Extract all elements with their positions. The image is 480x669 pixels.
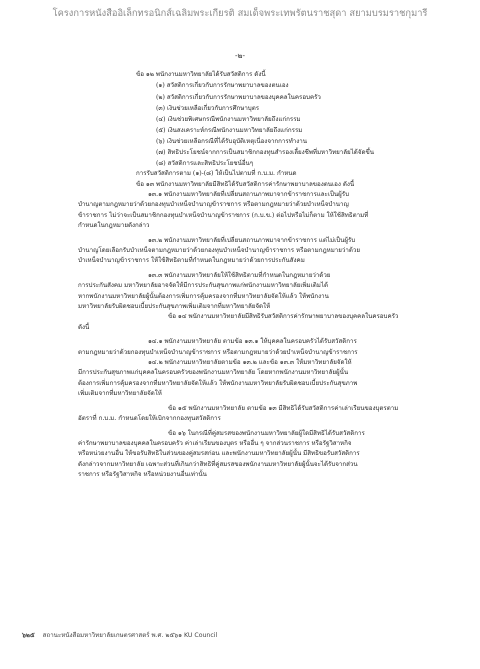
footer-page-number: ๖๒๕ [22, 632, 35, 639]
list-item: (๘) สวัสดิการและสิทธิประโยชน์อื่นๆ [156, 160, 254, 168]
section-12-heading: ข้อ ๑๒ พนักงานมหาวิทยาลัยได้รับสวัสดิการ ดังนี้ [136, 71, 266, 78]
list-item: (๑) สวัสดิการเกี่ยวกับการรักษาพยาบาลของตนเอง [156, 82, 289, 90]
section-16-line: ข้อ ๑๖ ในกรณีที่คู่สมรสของพนักงานมหาวิทยาลัยผู้ใดมีสิทธิได้รับสวัสดิการ [168, 429, 365, 437]
section-12-list [78, 80, 446, 169]
section-15-line: ข้อ ๑๕ พนักงานมหาวิทยาลัย ตามข้อ ๑๓ มีสิทธิได้รับสวัสดิการค่าเล่าเรียนของบุตรตาม [168, 404, 399, 412]
section-16-line: ราชการ หรือรัฐวิสาหกิจ หรือหน่วยงานอื่นเท่านั้น [78, 471, 207, 479]
list-item: (๖) เงินช่วยเหลือกรณีที่ได้รับอุบัติเหตุเนื่องจากการทำงาน [156, 137, 307, 145]
list-item: (๒) สวัสดิการเกี่ยวกับการรักษาพยาบาลของบุคคลในครอบครัว [156, 93, 321, 101]
section-14-line: ข้อ ๑๔ พนักงานมหาวิทยาลัยมีสิทธิรับสวัสดิการค่ารักษาพยาบาลของบุคคลในครอบครัว [168, 313, 399, 321]
document-header: โครงการหนังสืออิเล็กทรอนิกส์เฉลิมพระเกียรติ สมเด็จพระเทพรัตนราชสุดา สยามบรมราชกุมารี [52, 8, 428, 19]
para-13-3-line: หากพนักงานมหาวิทยาลัยผู้นั้นต้องการเพิ่มการคุ้มครองจากที่มหาวิทยาลัยจัดให้แล้ว ให้พนักงาน [78, 292, 329, 300]
para-14-2-line: มีการประกันสุขภาพแก่บุคคลในครอบครัวของพนักงานมหาวิทยาลัย โดยหากพนักงานมหาวิทยาลัยผู้นั้น [78, 369, 349, 377]
section-13-heading: ข้อ ๑๓ พนักงานมหาวิทยาลัยมีสิทธิได้รับสวัสดิการค่ารักษาพยาบาลของตนเอง ดังนี้ [136, 180, 355, 188]
section-16-line: ค่ารักษาพยาบาลของบุคคลในครอบครัว ค่าเล่าเรียนของบุตร หรืออื่น ๆ จากส่วนราชการ หรือรัฐวิสาหกิจ [78, 439, 352, 447]
section-16-line: ดังกล่าวจากมหาวิทยาลัย เฉพาะส่วนที่เกินกว่าสิทธิที่คู่สมรสของพนักงานมหาวิทยาลัยผู้นั้นจะได้รับจากส่วน [78, 460, 358, 468]
list-item: (๗) สิทธิประโยชน์จากการเป็นสมาชิกกองทุนสำรองเลี้ยงชีพที่มหาวิทยาลัยได้จัดขึ้น [156, 148, 374, 156]
para-14-2-line: เพิ่มเติมจากที่มหาวิทยาลัยจัดให้ [78, 390, 162, 398]
para-13-3-line: ๑๓.๓ พนักงานมหาวิทยาลัยให้ใช้สิทธิตามที่กำหนดในกฎหมายว่าด้วย [148, 271, 331, 279]
list-item: (๔) เงินช่วยพิเศษกรณีพนักงานมหาวิทยาลัยถึงแก่กรรม [156, 115, 301, 123]
list-item: (๕) เงินสงเคราะห์กรณีพนักงานมหาวิทยาลัยถึงแก่กรรม [156, 126, 303, 134]
para-13-1-line: บำนาญตามกฎหมายว่าด้วยกองทุนบำเหน็จบำนาญข้าราชการ หรือตามกฎหมายว่าด้วยบำเหน็จบำนาญ [78, 201, 349, 209]
para-14-1-line: ตามกฎหมายว่าด้วยกองทุนบำเหน็จบำนาญข้าราชการ หรือตามกฎหมายว่าด้วยบำเหน็จบำนาญข้าราชการ [78, 348, 358, 356]
para-13-2-line: ๑๓.๒ พนักงานมหาวิทยาลัยที่เปลี่ยนสถานภาพมาจากข้าราชการ แต่ไม่เป็นผู้รับ [148, 236, 356, 244]
para-14-2-line: ๑๔.๒ พนักงานมหาวิทยาลัยตามข้อ ๑๓.๒ และข้อ ๑๓.๓ ให้มหาวิทยาลัยจัดให้ [148, 359, 352, 367]
section-15-line: อัตราที่ ก.บ.ม. กำหนดโดยให้เบิกจากกองทุนสวัสดิการ [78, 415, 221, 423]
para-13-1-line: ๑๓.๑ พนักงานมหาวิทยาลัยที่เปลี่ยนสถานภาพมาจากข้าราชการและเป็นผู้รับ [148, 190, 350, 198]
document-body [78, 70, 446, 481]
document-footer [22, 630, 462, 640]
list-item: (๓) เงินช่วยเหลือเกี่ยวกับการศึกษาบุตร [156, 104, 260, 112]
para-13-3-line: การประกันสังคม มหาวิทยาลัยอาจจัดให้มีการประกันสุขภาพแก่พนักงานมหาวิทยาลัยเพิ่มเติมได้ [78, 282, 328, 290]
section-12-note: การรับสวัสดิการตาม (๑)-(๘) ให้เป็นไปตามที่ ก.บ.ม. กำหนด [136, 170, 297, 178]
para-13-2-line: บำนาญโดยเลือกรับบำเหน็จตามกฎหมายว่าด้วยกองทุนบำเหน็จบำนาญข้าราชการ หรือตามกฎหมายว่าด้วย [78, 247, 360, 254]
section-16-line: หรือหน่วยงานอื่น ให้ขอรับสิทธิในส่วนของคู่สมรสก่อน และพนักงานมหาวิทยาลัยผู้นั้น มีสิทธิขอรับสวัสดิการ [78, 450, 360, 458]
para-13-2-line: บำเหน็จบำนาญข้าราชการ ให้ใช้สิทธิตามที่กำหนดในกฎหมายว่าด้วยการประกันสังคม [78, 257, 305, 265]
para-13-1-line: กำหนดในกฎหมายดังกล่าว [78, 222, 150, 230]
para-14-2-line: ต้องการเพิ่มการคุ้มครองจากที่มหาวิทยาลัยจัดให้แล้ว ให้พนักงานมหาวิทยาลัยรับผิดชอบเบี้ยประกันสุขภาพ [78, 379, 358, 387]
para-14-1-line: ๑๔.๑ พนักงานมหาวิทยาลัย ตามข้อ ๑๓.๑ ให้บุคคลในครอบครัวได้รับสวัสดิการ [148, 338, 357, 346]
page-mark: -๒- [234, 51, 245, 60]
para-13-3-line: มหาวิทยาลัยรับผิดชอบเบี้ยประกันสุขภาพเพิ่มเติมจากที่มหาวิทยาลัยจัดให้ [78, 303, 271, 311]
footer-text: สถานะหนังสือมหาวิทยาลัยเกษตรศาสตร์ พ.ศ. ๒๕๖๑ KU Council [42, 632, 218, 639]
para-13-1-line: ข้าราชการ ไม่ว่าจะเป็นสมาชิกกองทุนบำเหน็จบำนาญข้าราชการ (ก.บ.ข.) ต่อไปหรือไม่ก็ตาม ให้ใช้สิทธิตามที่ [78, 211, 369, 219]
section-14-line: ดังนี้ [78, 323, 90, 331]
